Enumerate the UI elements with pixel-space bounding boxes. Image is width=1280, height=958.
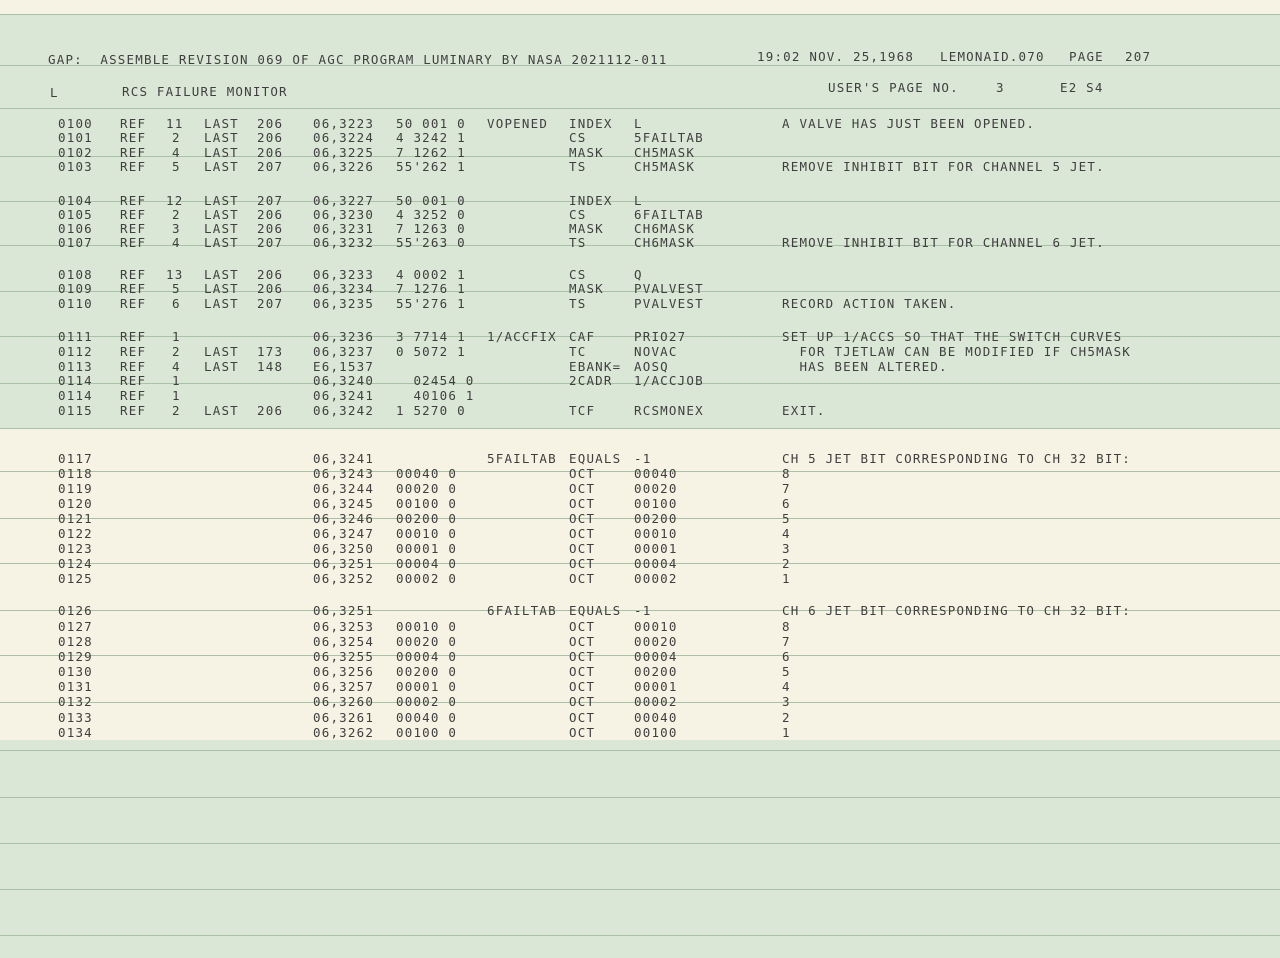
line-n: 0113 [58, 359, 93, 374]
line-op: OCT [569, 634, 596, 649]
line-op: INDEX [569, 193, 613, 208]
line-ref: REF [120, 296, 147, 311]
line-lv: 206 [257, 207, 284, 222]
line-addr: 06,3232 [313, 235, 375, 250]
line-ref: REF [120, 329, 147, 344]
line-n: 0128 [58, 634, 93, 649]
line-word: 55'263 0 [396, 235, 466, 250]
line-addr: 06,3226 [313, 159, 375, 174]
line-ref: REF [120, 403, 147, 418]
paper-rule [0, 935, 1280, 936]
line-comment: 8 [782, 466, 791, 481]
line-op: OCT [569, 679, 596, 694]
section-code: E2 S4 [1060, 80, 1104, 95]
line-word: 7 1276 1 [396, 281, 466, 296]
line-op: EQUALS [569, 603, 622, 618]
line-n: 0104 [58, 193, 93, 208]
line-comment: REMOVE INHIBIT BIT FOR CHANNEL 5 JET. [782, 159, 1105, 174]
line-lv: 206 [257, 145, 284, 160]
line-op: OCT [569, 541, 596, 556]
line-comment: 2 [782, 556, 791, 571]
line-word: 4 3252 0 [396, 207, 466, 222]
line-last: LAST [204, 207, 239, 222]
line-word: 00001 0 [396, 679, 458, 694]
line-operand: CH5MASK [634, 145, 696, 160]
line-n: 0133 [58, 710, 93, 725]
line-addr: 06,3244 [313, 481, 375, 496]
line-rv: 11 [166, 116, 184, 131]
line-lv: 206 [257, 281, 284, 296]
line-rv: 5 [172, 159, 181, 174]
line-addr: 06,3255 [313, 649, 375, 664]
line-word: 00001 0 [396, 541, 458, 556]
tape-name: LEMONAID.070 [940, 49, 1045, 64]
line-ref: REF [120, 221, 147, 236]
line-lv: 207 [257, 159, 284, 174]
line-op: TS [569, 296, 587, 311]
users-page-label: USER'S PAGE NO. [828, 80, 959, 95]
line-n: 0111 [58, 329, 93, 344]
paper-rule [0, 797, 1280, 798]
line-lv: 206 [257, 403, 284, 418]
line-last: LAST [204, 221, 239, 236]
line-operand: 00001 [634, 679, 678, 694]
line-operand: CH5MASK [634, 159, 696, 174]
log-prefix: L [50, 85, 59, 100]
line-operand: PVALVEST [634, 296, 704, 311]
line-operand: 00010 [634, 526, 678, 541]
line-last: LAST [204, 193, 239, 208]
line-operand: 00040 [634, 710, 678, 725]
line-ref: REF [120, 267, 147, 282]
line-op: OCT [569, 496, 596, 511]
line-word: 00100 0 [396, 496, 458, 511]
line-comment: EXIT. [782, 403, 826, 418]
line-n: 0119 [58, 481, 93, 496]
line-word: 50 001 0 [396, 193, 466, 208]
line-label: 6FAILTAB [487, 603, 557, 618]
line-comment: 7 [782, 481, 791, 496]
line-addr: 06,3251 [313, 603, 375, 618]
line-op: OCT [569, 649, 596, 664]
line-ref: REF [120, 388, 147, 403]
line-word: 7 1263 0 [396, 221, 466, 236]
line-op: OCT [569, 481, 596, 496]
line-word: 1 5270 0 [396, 403, 466, 418]
line-addr: 06,3247 [313, 526, 375, 541]
line-op: CS [569, 267, 587, 282]
line-n: 0127 [58, 619, 93, 634]
line-last: LAST [204, 359, 239, 374]
line-addr: 06,3250 [313, 541, 375, 556]
line-operand: 00020 [634, 634, 678, 649]
line-op: 2CADR [569, 373, 613, 388]
line-operand: CH6MASK [634, 235, 696, 250]
line-addr: 06,3225 [313, 145, 375, 160]
line-operand: PVALVEST [634, 281, 704, 296]
line-ref: REF [120, 193, 147, 208]
line-word: 7 1262 1 [396, 145, 466, 160]
line-last: LAST [204, 267, 239, 282]
line-rv: 2 [172, 207, 181, 222]
line-operand: 00002 [634, 694, 678, 709]
line-word: 00002 0 [396, 694, 458, 709]
line-rv: 6 [172, 296, 181, 311]
line-lv: 173 [257, 344, 284, 359]
line-op: OCT [569, 466, 596, 481]
line-op: MASK [569, 281, 604, 296]
line-rv: 1 [172, 388, 181, 403]
line-n: 0115 [58, 403, 93, 418]
line-op: OCT [569, 619, 596, 634]
line-last: LAST [204, 403, 239, 418]
assembly-title: GAP: ASSEMBLE REVISION 069 OF AGC PROGRAM LUMINARY BY NASA 2021112-011 [48, 52, 668, 67]
line-lv: 206 [257, 130, 284, 145]
line-lv: 207 [257, 296, 284, 311]
line-rv: 4 [172, 235, 181, 250]
line-op: OCT [569, 571, 596, 586]
line-addr: 06,3227 [313, 193, 375, 208]
paper-band [0, 0, 1280, 14]
line-word: 55'262 1 [396, 159, 466, 174]
line-rv: 5 [172, 281, 181, 296]
page-number: 207 [1125, 49, 1152, 64]
line-last: LAST [204, 296, 239, 311]
line-addr: 06,3223 [313, 116, 375, 131]
line-rv: 4 [172, 359, 181, 374]
line-last: LAST [204, 281, 239, 296]
line-rv: 4 [172, 145, 181, 160]
line-ref: REF [120, 207, 147, 222]
line-lv: 206 [257, 116, 284, 131]
line-n: 0129 [58, 649, 93, 664]
line-operand: 00100 [634, 725, 678, 740]
line-lv: 206 [257, 221, 284, 236]
line-addr: 06,3253 [313, 619, 375, 634]
line-addr: 06,3251 [313, 556, 375, 571]
line-addr: 06,3240 [313, 373, 375, 388]
line-addr: 06,3231 [313, 221, 375, 236]
line-addr: 06,3224 [313, 130, 375, 145]
line-op: OCT [569, 664, 596, 679]
line-rv: 13 [166, 267, 184, 282]
line-operand: 00100 [634, 496, 678, 511]
line-n: 0117 [58, 451, 93, 466]
line-comment: 6 [782, 649, 791, 664]
line-word: 00200 0 [396, 664, 458, 679]
line-addr: 06,3233 [313, 267, 375, 282]
line-word: 00010 0 [396, 526, 458, 541]
line-n: 0121 [58, 511, 93, 526]
line-ref: REF [120, 373, 147, 388]
line-lv: 206 [257, 267, 284, 282]
line-addr: 06,3234 [313, 281, 375, 296]
line-comment: A VALVE HAS JUST BEEN OPENED. [782, 116, 1036, 131]
line-operand: RCSMONEX [634, 403, 704, 418]
line-addr: 06,3237 [313, 344, 375, 359]
line-operand: AOSQ [634, 359, 669, 374]
line-word: 00002 0 [396, 571, 458, 586]
line-word: 4 3242 1 [396, 130, 466, 145]
line-op: OCT [569, 511, 596, 526]
line-addr: 06,3254 [313, 634, 375, 649]
line-addr: 06,3252 [313, 571, 375, 586]
line-n: 0134 [58, 725, 93, 740]
line-n: 0106 [58, 221, 93, 236]
line-word: 00020 0 [396, 481, 458, 496]
line-comment: HAS BEEN ALTERED. [782, 359, 948, 374]
line-n: 0120 [58, 496, 93, 511]
line-operand: 00001 [634, 541, 678, 556]
line-op: CS [569, 130, 587, 145]
paper-rule [0, 108, 1280, 109]
line-addr: 06,3256 [313, 664, 375, 679]
line-op: EBANK= [569, 359, 622, 374]
line-word: 55'276 1 [396, 296, 466, 311]
line-rv: 3 [172, 221, 181, 236]
line-ref: REF [120, 116, 147, 131]
line-operand: 00020 [634, 481, 678, 496]
line-addr: 06,3241 [313, 388, 375, 403]
line-n: 0102 [58, 145, 93, 160]
line-operand: L [634, 116, 643, 131]
line-comment: 8 [782, 619, 791, 634]
line-label: 5FAILTAB [487, 451, 557, 466]
line-comment: 2 [782, 710, 791, 725]
line-n: 0112 [58, 344, 93, 359]
line-comment: 3 [782, 694, 791, 709]
line-last: LAST [204, 145, 239, 160]
line-addr: 06,3242 [313, 403, 375, 418]
line-op: OCT [569, 556, 596, 571]
line-comment: CH 5 JET BIT CORRESPONDING TO CH 32 BIT: [782, 451, 1132, 466]
line-rv: 2 [172, 130, 181, 145]
line-operand: -1 [634, 451, 652, 466]
line-op: INDEX [569, 116, 613, 131]
line-addr: 06,3236 [313, 329, 375, 344]
line-operand: L [634, 193, 643, 208]
line-lv: 207 [257, 193, 284, 208]
line-rv: 1 [172, 329, 181, 344]
paper-rule [0, 889, 1280, 890]
line-operand: 00010 [634, 619, 678, 634]
line-ref: REF [120, 145, 147, 160]
line-operand: NOVAC [634, 344, 678, 359]
line-n: 0126 [58, 603, 93, 618]
line-operand: CH6MASK [634, 221, 696, 236]
line-word: 50 001 0 [396, 116, 466, 131]
line-op: OCT [569, 526, 596, 541]
line-last: LAST [204, 344, 239, 359]
line-comment: 3 [782, 541, 791, 556]
line-ref: REF [120, 130, 147, 145]
line-last: LAST [204, 159, 239, 174]
line-rv: 12 [166, 193, 184, 208]
paper-rule [0, 428, 1280, 429]
section-title: RCS FAILURE MONITOR [122, 84, 288, 99]
line-last: LAST [204, 130, 239, 145]
line-rv: 2 [172, 403, 181, 418]
line-comment: RECORD ACTION TAKEN. [782, 296, 957, 311]
line-n: 0108 [58, 267, 93, 282]
line-addr: 06,3241 [313, 451, 375, 466]
line-comment: CH 6 JET BIT CORRESPONDING TO CH 32 BIT: [782, 603, 1132, 618]
line-n: 0105 [58, 207, 93, 222]
line-addr: 06,3245 [313, 496, 375, 511]
line-op: OCT [569, 725, 596, 740]
line-lv: 207 [257, 235, 284, 250]
line-op: MASK [569, 221, 604, 236]
line-addr: 06,3262 [313, 725, 375, 740]
line-rv: 2 [172, 344, 181, 359]
line-addr: 06,3261 [313, 710, 375, 725]
line-op: EQUALS [569, 451, 622, 466]
line-comment: 5 [782, 511, 791, 526]
line-n: 0132 [58, 694, 93, 709]
line-n: 0122 [58, 526, 93, 541]
line-n: 0103 [58, 159, 93, 174]
users-page-number: 3 [996, 80, 1005, 95]
line-operand: PRIO27 [634, 329, 687, 344]
line-addr: 06,3230 [313, 207, 375, 222]
line-n: 0130 [58, 664, 93, 679]
line-word: 00004 0 [396, 649, 458, 664]
paper-rule [0, 750, 1280, 751]
line-last: LAST [204, 235, 239, 250]
line-comment: 5 [782, 664, 791, 679]
line-n: 0114 [58, 373, 93, 388]
line-n: 0110 [58, 296, 93, 311]
line-rv: 1 [172, 373, 181, 388]
line-comment: 4 [782, 679, 791, 694]
line-word: 40106 1 [396, 388, 475, 403]
line-ref: REF [120, 159, 147, 174]
line-comment: 4 [782, 526, 791, 541]
line-n: 0100 [58, 116, 93, 131]
line-addr: E6,1537 [313, 359, 375, 374]
line-op: MASK [569, 145, 604, 160]
line-operand: Q [634, 267, 643, 282]
line-op: TC [569, 344, 587, 359]
paper-rule [0, 14, 1280, 15]
line-op: TCF [569, 403, 596, 418]
line-operand: 00040 [634, 466, 678, 481]
line-ref: REF [120, 359, 147, 374]
line-op: CS [569, 207, 587, 222]
line-label: VOPENED [487, 116, 549, 131]
line-operand: 5FAILTAB [634, 130, 704, 145]
line-label: 1/ACCFIX [487, 329, 557, 344]
line-word: 3 7714 1 [396, 329, 466, 344]
line-ref: REF [120, 344, 147, 359]
line-op: TS [569, 235, 587, 250]
line-word: 00040 0 [396, 710, 458, 725]
line-n: 0125 [58, 571, 93, 586]
line-word: 0 5072 1 [396, 344, 466, 359]
line-lv: 148 [257, 359, 284, 374]
line-n: 0109 [58, 281, 93, 296]
line-addr: 06,3243 [313, 466, 375, 481]
line-comment: 1 [782, 571, 791, 586]
line-comment: 6 [782, 496, 791, 511]
line-operand: 00004 [634, 556, 678, 571]
line-n: 0101 [58, 130, 93, 145]
line-n: 0107 [58, 235, 93, 250]
line-addr: 06,3257 [313, 679, 375, 694]
line-comment: SET UP 1/ACCS SO THAT THE SWITCH CURVES [782, 329, 1123, 344]
line-word: 00010 0 [396, 619, 458, 634]
line-addr: 06,3235 [313, 296, 375, 311]
line-n: 0124 [58, 556, 93, 571]
line-n: 0123 [58, 541, 93, 556]
line-word: 02454 0 [396, 373, 475, 388]
line-n: 0114 [58, 388, 93, 403]
line-op: OCT [569, 710, 596, 725]
line-word: 00200 0 [396, 511, 458, 526]
line-word: 00100 0 [396, 725, 458, 740]
line-addr: 06,3260 [313, 694, 375, 709]
line-n: 0131 [58, 679, 93, 694]
line-operand: 00002 [634, 571, 678, 586]
assembly-timestamp: 19:02 NOV. 25,1968 [757, 49, 915, 64]
line-comment: 1 [782, 725, 791, 740]
line-comment: REMOVE INHIBIT BIT FOR CHANNEL 6 JET. [782, 235, 1105, 250]
line-word: 00040 0 [396, 466, 458, 481]
line-n: 0118 [58, 466, 93, 481]
line-operand: 6FAILTAB [634, 207, 704, 222]
line-operand: 00004 [634, 649, 678, 664]
line-ref: REF [120, 281, 147, 296]
line-op: CAF [569, 329, 596, 344]
line-operand: 00200 [634, 664, 678, 679]
line-operand: 00200 [634, 511, 678, 526]
line-addr: 06,3246 [313, 511, 375, 526]
line-comment: 7 [782, 634, 791, 649]
page-label: PAGE [1069, 49, 1104, 64]
line-ref: REF [120, 235, 147, 250]
paper-rule [0, 843, 1280, 844]
line-operand: 1/ACCJOB [634, 373, 704, 388]
line-word: 00020 0 [396, 634, 458, 649]
line-last: LAST [204, 116, 239, 131]
line-comment: FOR TJETLAW CAN BE MODIFIED IF CH5MASK [782, 344, 1132, 359]
line-word: 4 0002 1 [396, 267, 466, 282]
line-operand: -1 [634, 603, 652, 618]
line-op: TS [569, 159, 587, 174]
line-word: 00004 0 [396, 556, 458, 571]
paper-band [0, 740, 1280, 958]
line-op: OCT [569, 694, 596, 709]
